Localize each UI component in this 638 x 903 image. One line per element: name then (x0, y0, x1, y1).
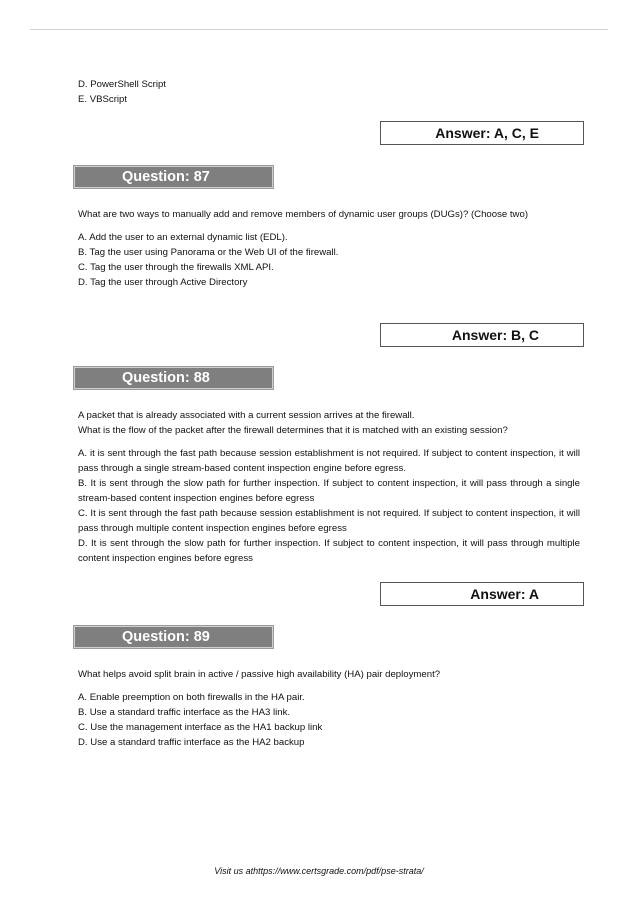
answer-text: Answer: A, C, E (435, 125, 539, 141)
option-d: D. It is sent through the slow path for further inspection. If subject to content inspection, it will pass through multiple content inspection engines before egress (78, 538, 580, 564)
option-c: C. It is sent through the fast path because session establishment is not required. If subject to content inspection, it will pass through multiple content inspection engines before egress (78, 508, 580, 534)
option-c: C. Use the management interface as the HA1 backup link (78, 722, 323, 733)
question-text: What are two ways to manually add and remove members of dynamic user groups (DUGs)? (Choose two) (78, 209, 529, 220)
option-a: A. Enable preemption on both firewalls in the HA pair. (78, 692, 305, 703)
question-text: What helps avoid split brain in active / passive high availability (HA) pair deployment? (78, 669, 441, 680)
footer-link[interactable]: Visit us athttps://www.certsgrade.com/pdf/pse-strata/ (214, 866, 424, 876)
answer-text: Answer: A (470, 586, 539, 602)
option-c: C. Tag the user through the firewalls XML API. (78, 262, 274, 273)
top-rule (30, 29, 608, 30)
question-banner-89 (74, 626, 273, 648)
question-banner-88 (74, 367, 273, 389)
question-title: Question: 88 (122, 370, 210, 386)
option-e: E. VBScript (78, 94, 128, 105)
question-line-2: What is the flow of the packet after the firewall determines that it is matched with an existing session? (78, 425, 508, 436)
option-d: D. Use a standard traffic interface as the HA2 backup (78, 737, 305, 748)
option-b: B. Use a standard traffic interface as the HA3 link. (78, 707, 291, 718)
answer-box-88 (380, 582, 584, 606)
option-d: D. PowerShell Script (78, 79, 166, 90)
option-a: A. Add the user to an external dynamic list (EDL). (78, 232, 288, 243)
question-banner-87 (74, 166, 273, 188)
option-b: B. It is sent through the slow path for further inspection. If subject to content inspection, it will pass through a single stream-based content inspection engines before egress (78, 478, 580, 504)
question-body-88 (78, 408, 580, 566)
option-a: A. it is sent through the fast path because session establishment is not required. If subject to content inspection, it will pass through a single stream-based content inspection engine before egress. (78, 448, 580, 474)
question-title: Question: 89 (122, 629, 210, 645)
option-b: B. Tag the user using Panorama or the Web UI of the firewall. (78, 247, 339, 258)
question-title: Question: 87 (122, 169, 210, 185)
question-body-89 (78, 667, 580, 750)
prev-options (78, 77, 580, 107)
answer-text: Answer: B, C (451, 327, 539, 343)
option-d: D. Tag the user through Active Directory (78, 277, 248, 288)
question-line-1: A packet that is already associated with a current session arrives at the firewall. (78, 410, 415, 421)
answer-box-87 (380, 323, 584, 347)
question-body-87 (78, 207, 580, 290)
answer-box-86 (380, 121, 584, 145)
